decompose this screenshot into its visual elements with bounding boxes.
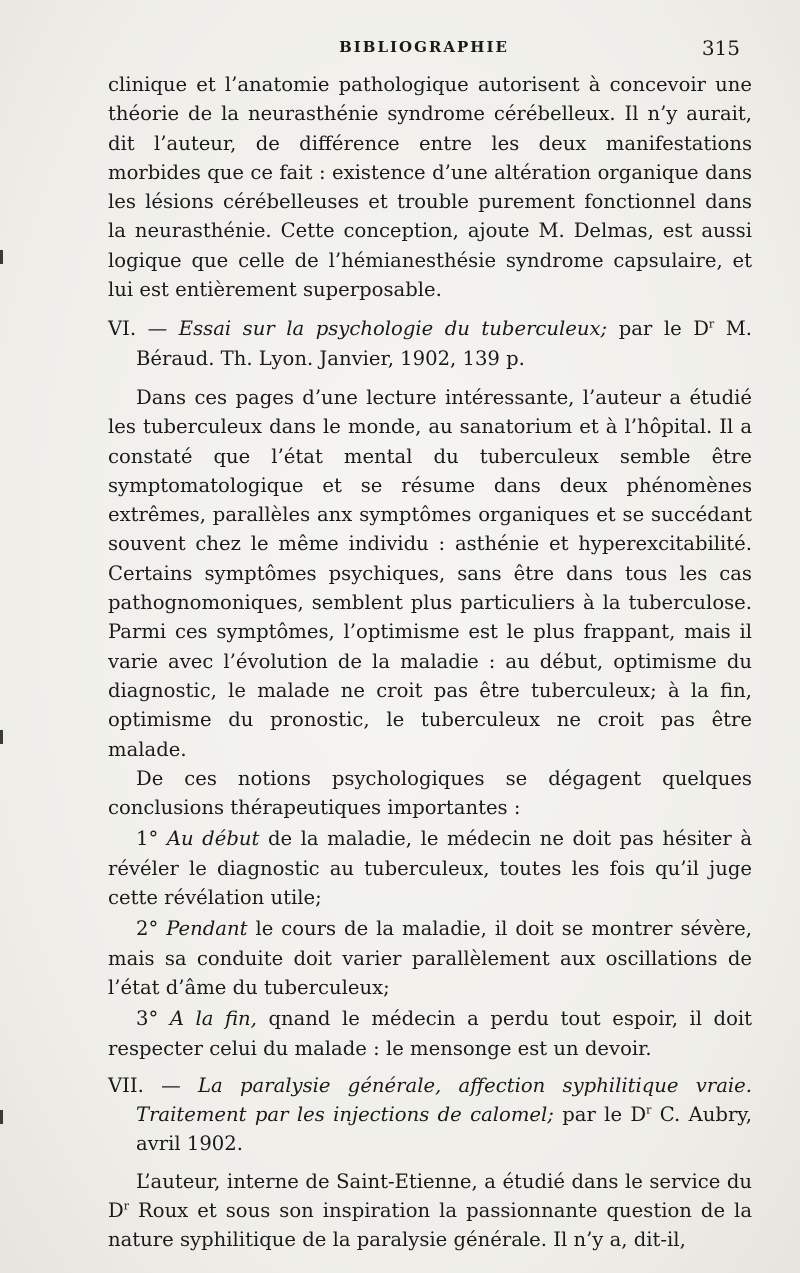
running-title: BIBLIOGRAPHIE — [339, 38, 509, 56]
section-title: La paralysie générale, affection syphilitique vraie. Traitement par les injections de calomel; — [136, 1073, 752, 1127]
list-emphasis: Pendant — [166, 917, 248, 941]
list-text: qnand le médecin a perdu tout espoir, il doit respecter celui du malade : le mensonge est un devoir. — [108, 1007, 752, 1060]
page-number: 315 — [701, 36, 740, 60]
list-text: le cours de la maladie, il doit se montrer sévère, mais sa conduite doit varier parallèlement aux oscillations de l’état d’âme du tuberculeux; — [108, 917, 753, 999]
section-author-prefix: par le D — [618, 317, 709, 341]
paragraph-text: L’auteur, interne de Saint-Etienne, a étudié dans le service du D — [108, 1169, 752, 1222]
section-vi-heading — [108, 314, 752, 373]
body-text — [108, 70, 752, 1255]
list-emphasis: A la fin, — [169, 1007, 257, 1031]
list-emphasis: Au début — [166, 827, 260, 851]
doctor-superscript: r — [123, 1199, 129, 1213]
list-item — [108, 914, 752, 1002]
margin-mark — [0, 1110, 3, 1124]
paragraph: Dans ces pages d’une lecture intéressante, l’auteur a étudié les tuberculeux dans le monde, au sanatorium et à l’hôpital. Il a constaté que l’état mental du tuberculeux semble être symptomatologique et se résume dans deux phénomènes extrêmes, parallèles anx symptômes organiques et se succédant souvent chez le même individu : asthénie et hyperexcitabilité. Certains symptômes psychiques, sans être dans tous les cas pathognomoniques, semblent plus particuliers à la tuberculose. Parmi ces symptômes, l’optimisme est le plus frappant, mais il varie avec l’évolution de la maladie : au début, optimisme du diagnostic, le malade ne croit pas être tuberculeux; à la fin, optimisme du pronostic, le tuberculeux ne croit pas être malade. — [108, 385, 752, 761]
section-title: Essai sur la psychologie du tuberculeux; — [178, 317, 608, 341]
list-item — [108, 1004, 752, 1063]
paragraph-continuation: clinique et l’anatomie pathologique autorisent à concevoir une théorie de la neurasthénie syndrome cérébelleux. Il n’y aurait, dit l’auteur, de différence entre les deux manifestations morbides que ce fait : existence d’une altération organique dans les lésions cérébelleuses et trouble purement fonctionnel dans la neurasthénie. Cette conception, ajoute M. Delmas, est aussi logique que celle de l’hémianesthésie syndrome capsulaire, et lui est entièrement superposable. — [108, 73, 752, 302]
doctor-superscript: r — [646, 1103, 652, 1117]
section-vii-heading — [108, 1071, 752, 1159]
section-citation: M. Béraud. Th. Lyon. Janvier, 1902, 139 p. — [136, 317, 753, 370]
list-text: de la maladie, le médecin ne doit pas hésiter à révéler le diagnostic au tuberculeux, toutes les fois qu’il juge cette révélation utile; — [108, 827, 753, 910]
list-number: 3° — [136, 1007, 159, 1031]
paragraph-text: Roux et sous son inspiration la passionnante question de la nature syphilitique de la paralysie générale. Il n’y a, dit-il, — [108, 1198, 753, 1252]
list-item — [108, 824, 752, 912]
paragraph — [108, 1167, 752, 1255]
paragraph: De ces notions psychologiques se dégagent quelques conclusions thérapeutiques importantes : — [108, 766, 752, 820]
section-number: VI. — — [108, 317, 168, 341]
section-number: VII. — — [108, 1073, 181, 1097]
list-number: 2° — [136, 917, 159, 941]
margin-mark — [0, 730, 3, 744]
list-number: 1° — [136, 827, 159, 851]
page-header — [108, 36, 740, 66]
doctor-superscript: r — [708, 317, 715, 331]
margin-mark — [0, 250, 3, 264]
section-author-prefix: par le D — [562, 1103, 647, 1127]
section-citation: C. Aubry, avril 1902. — [136, 1103, 753, 1156]
